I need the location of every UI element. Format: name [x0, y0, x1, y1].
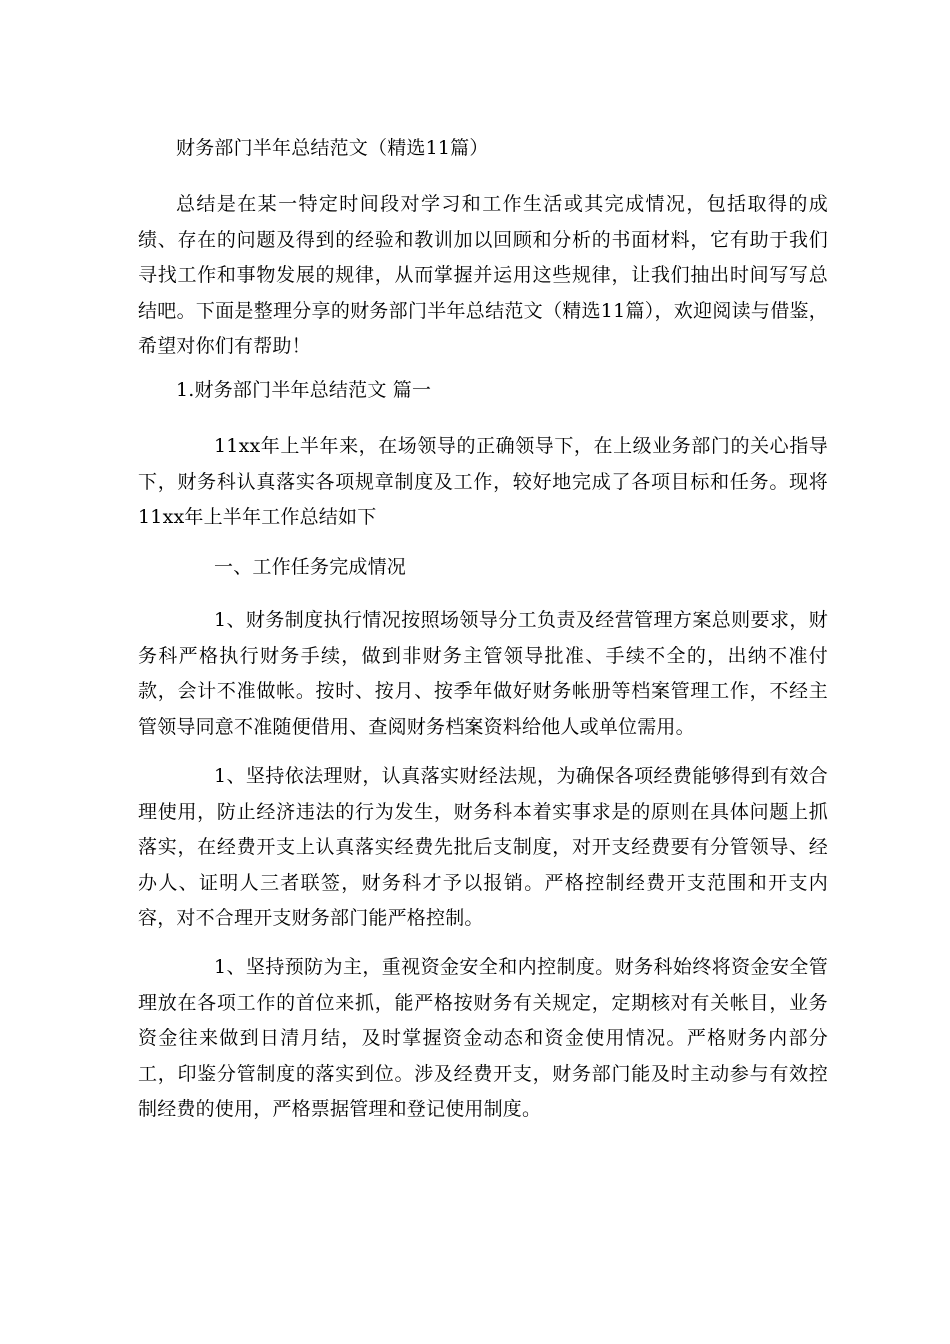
body-paragraph: 1、坚持预防为主，重视资金安全和内控制度。财务科始终将资金安全管理放在各项工作的首位来抓，能严格按财务有关规定，定期核对有关帐目，业务资金往来做到日清月结，及时掌握资金动态和资金使用情况。严格财务内部分工，印鉴分管制度的落实到位。涉及经费开支，财务部门能及时主动参与有效控制经费的使用，严格票据管理和登记使用制度。	[138, 956, 828, 1120]
document-title: 财务部门半年总结范文（精选11篇）	[176, 137, 489, 159]
body-paragraph: 1、坚持依法理财，认真落实财经法规，为确保各项经费能够得到有效合理使用，防止经济违法的行为发生，财务科本着实事求是的原则在具体问题上抓落实，在经费开支上认真落实经费先批后支制度，对开支经费要有分管领导、经办人、证明人三者联签，财务科才予以报销。严格控制经费开支范围和开支内容，对不合理开支财务部门能严格控制。	[138, 765, 828, 929]
intro-paragraph: 总结是在某一特定时间段对学习和工作生活或其完成情况，包括取得的成绩、存在的问题及得到的经验和教训加以回顾和分析的书面材料，它有助于我们寻找工作和事物发展的规律，从而掌握并运用这些规律，让我们抽出时间写写总结吧。下面是整理分享的财务部门半年总结范文（精选11篇），欢迎阅读与借鉴，希望对你们有帮助！	[138, 193, 828, 357]
section-intro-paragraph: 11xx年上半年来，在场领导的正确领导下，在上级业务部门的关心指导下，财务科认真落实各项规章制度及工作，较好地完成了各项目标和任务。现将11xx年上半年工作总结如下	[138, 435, 828, 528]
sub-heading: 一、工作任务完成情况	[214, 556, 407, 578]
section-heading: 1.财务部门半年总结范文 篇一	[176, 379, 432, 401]
body-paragraph: 1、财务制度执行情况按照场领导分工负责及经营管理方案总则要求，财务科严格执行财务手续，做到非财务主管领导批准、手续不全的，出纳不准付款，会计不准做帐。按时、按月、按季年做好财务帐册等档案管理工作，不经主管领导同意不准随便借用、查阅财务档案资料给他人或单位需用。	[138, 609, 828, 738]
